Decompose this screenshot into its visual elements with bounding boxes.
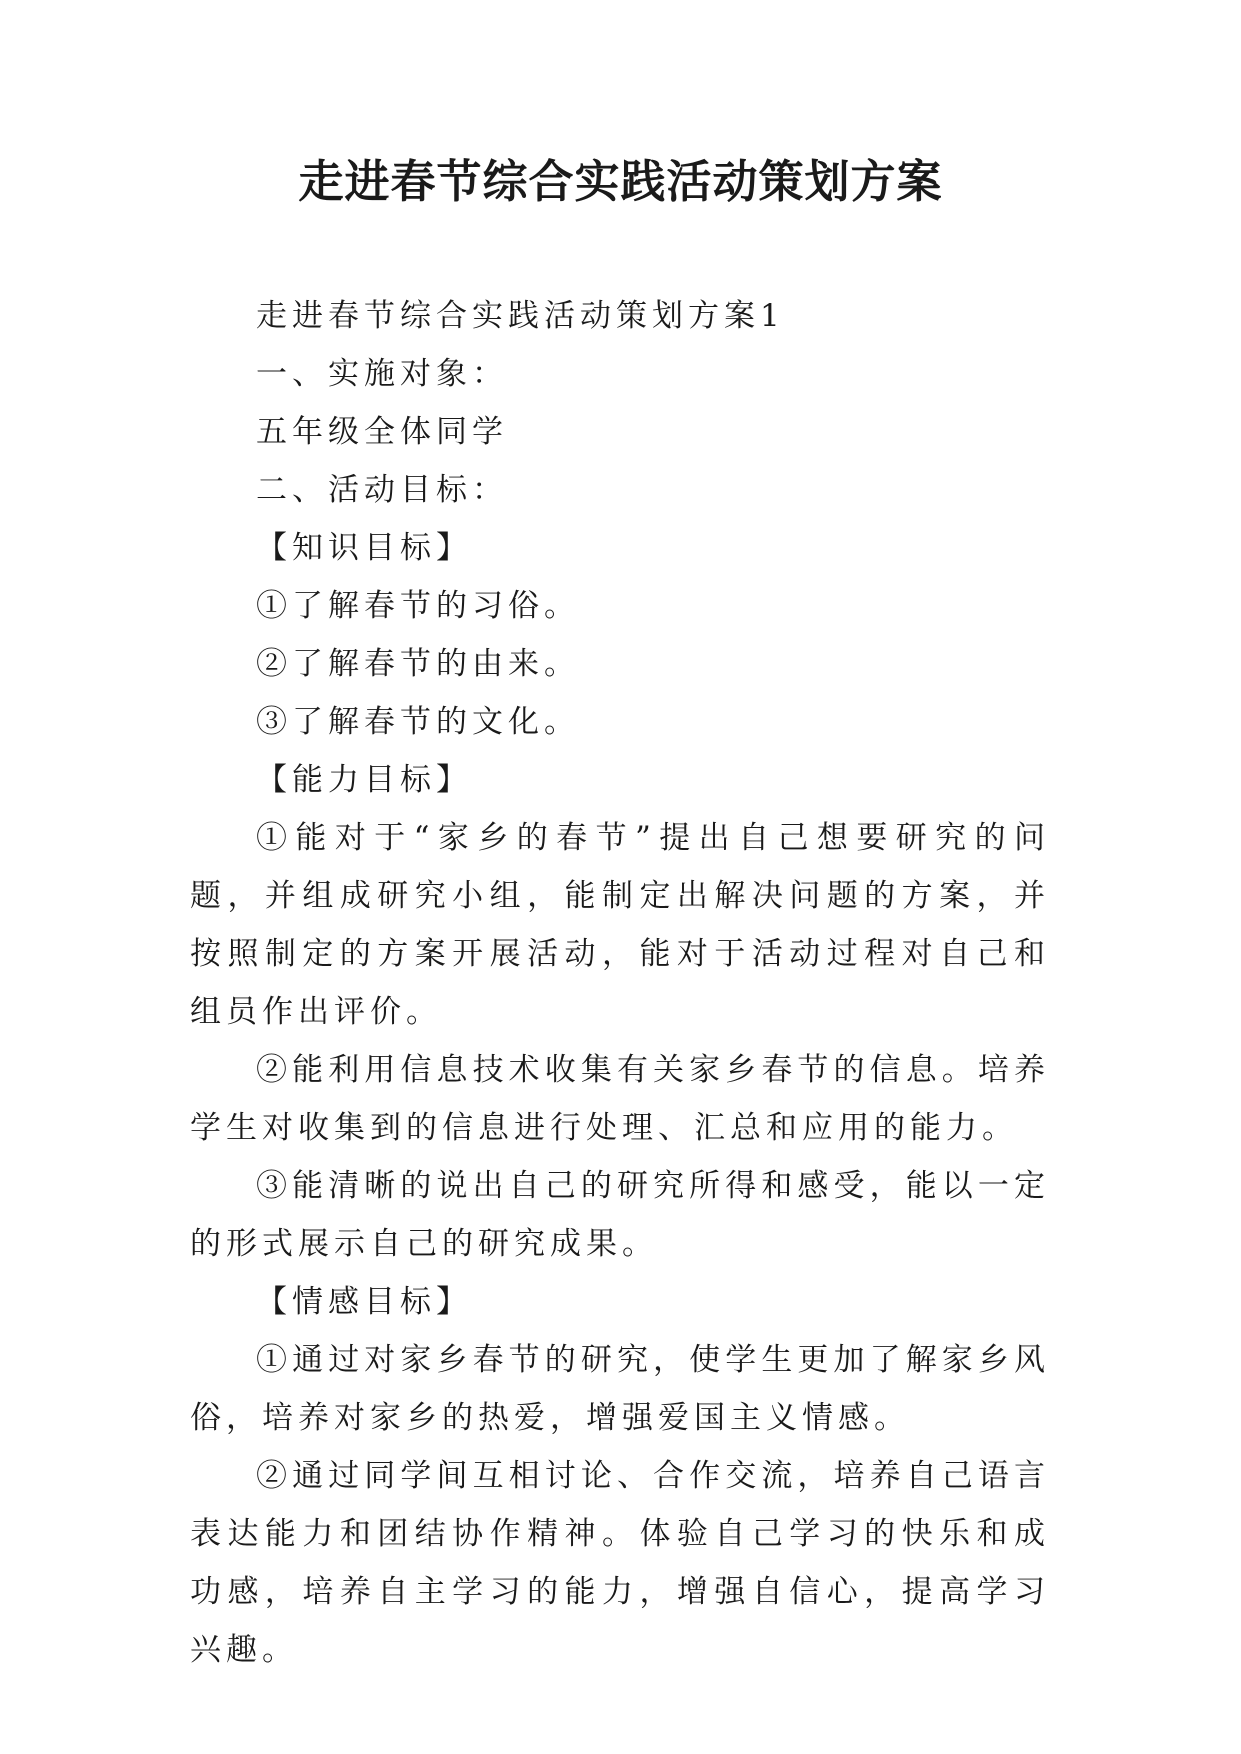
knowledge-goal-item: ②了解春节的由来。 xyxy=(256,646,580,682)
section-heading-target: 一、实施对象： xyxy=(256,356,508,392)
document-body xyxy=(190,287,1050,1679)
ability-goal-item: ①能对于“家乡的春节”提出自己想要研究的问题，并组成研究小组，能制定出解决问题的方案，并按照制定的方案开展活动，能对于活动过程对自己和组员作出评价。 xyxy=(190,820,1050,1030)
emotion-goal-item: ②通过同学间互相讨论、合作交流，培养自己语言表达能力和团结协作精神。体验自己学习的快乐和成功感，培养自主学习的能力，增强自信心，提高学习兴趣。 xyxy=(190,1458,1050,1668)
document-title: 走进春节综合实践活动策划方案 xyxy=(298,155,943,208)
knowledge-goals-heading: 【知识目标】 xyxy=(256,530,472,566)
section-text-target: 五年级全体同学 xyxy=(256,414,508,450)
emotion-goal-item: ①通过对家乡春节的研究，使学生更加了解家乡风俗，培养对家乡的热爱，增强爱国主义情感。 xyxy=(190,1342,1050,1436)
document-subtitle: 走进春节综合实践活动策划方案1 xyxy=(256,298,785,334)
ability-goal-item: ③能清晰的说出自己的研究所得和感受，能以一定的形式展示自己的研究成果。 xyxy=(190,1168,1050,1262)
ability-goal-item: ②能利用信息技术收集有关家乡春节的信息。培养学生对收集到的信息进行处理、汇总和应用的能力。 xyxy=(190,1052,1050,1146)
knowledge-goal-item: ③了解春节的文化。 xyxy=(256,704,580,740)
emotion-goals-heading: 【情感目标】 xyxy=(256,1284,472,1320)
knowledge-goal-item: ①了解春节的习俗。 xyxy=(256,588,580,624)
section-heading-goals: 二、活动目标： xyxy=(256,472,508,508)
ability-goals-heading: 【能力目标】 xyxy=(256,762,472,798)
